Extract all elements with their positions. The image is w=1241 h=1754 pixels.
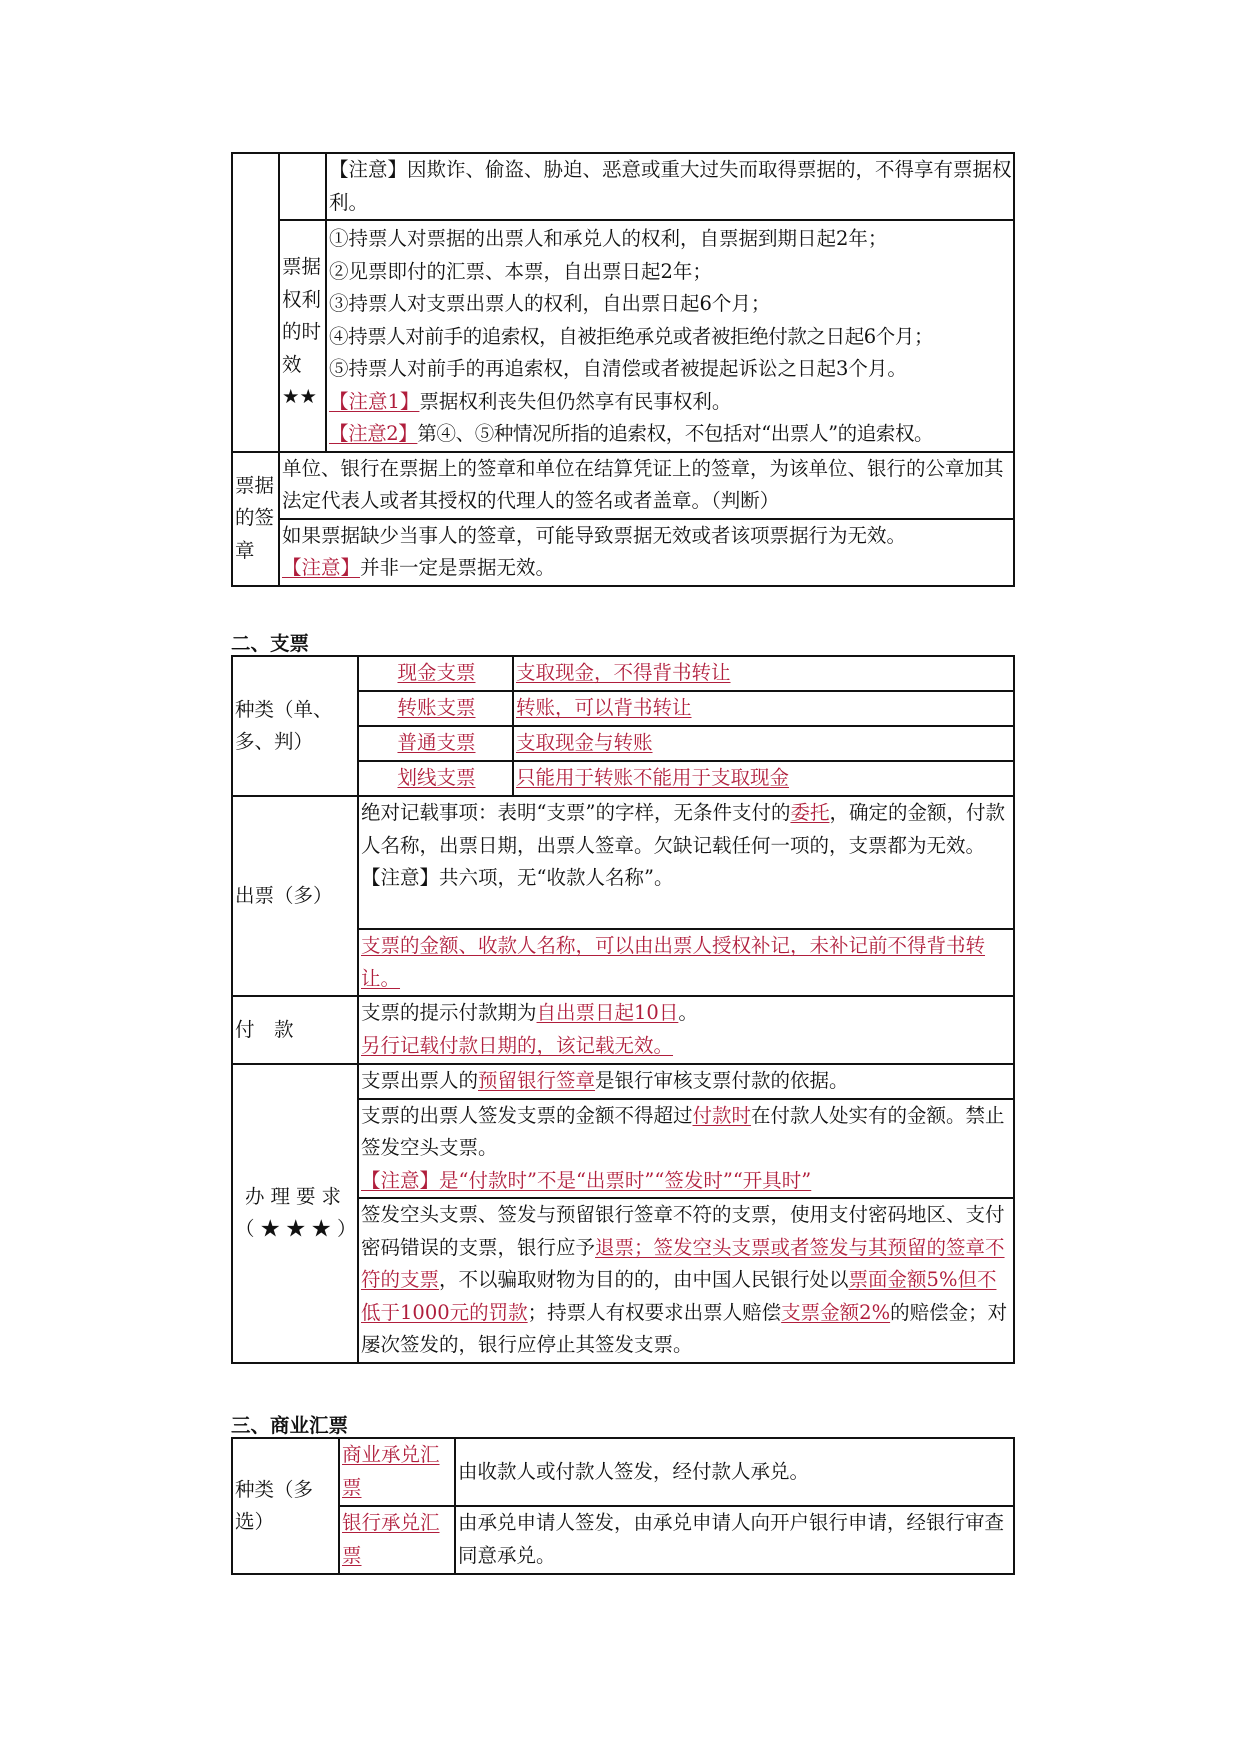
type-desc: 转账，可以背书转让	[513, 691, 1014, 726]
pay-cell: 支票的提示付款期为自出票日起10日。 另行记载付款日期的，该记载无效。	[358, 996, 1014, 1064]
issue-items: 绝对记载事项：表明“支票”的字样，无条件支付的委托，确定的金额，付款人名称，出票日期，出票人签章。欠缺记载任何一项的，支票都为无效。 【注意】共六项，无“收款人名称”。	[358, 796, 1014, 929]
timelimit-item: ④持票人对前手的追索权，自被拒绝承兑或者被拒绝付款之日起6个月；	[329, 324, 934, 348]
type-desc: 只能用于转账不能用于支取现金	[513, 761, 1014, 796]
bill-rights-table	[231, 152, 1015, 587]
note1: 【注意1】票据权利丧失但仍然享有民事权利。	[329, 389, 732, 413]
note2: 【注意2】第④、⑤种情况所指的追索权，不包括对“出票人”的追索权。	[329, 422, 934, 445]
cheque-table	[231, 655, 1015, 1364]
timelimit-item: ②见票即付的汇票、本票，自出票日起2年；	[329, 259, 712, 283]
sign-note-cell: 如果票据缺少当事人的签章，可能导致票据无效或者该项票据行为无效。 【注意】并非一定是票据无效。	[279, 519, 1014, 586]
type-name: 转账支票	[358, 691, 513, 726]
draft-name: 银行承兑汇票	[339, 1506, 455, 1574]
timelimit-cell	[326, 220, 1014, 452]
sign-label: 票据的签章	[232, 452, 279, 586]
blank-cell	[279, 153, 326, 220]
issue-red-note: 支票的金额、收款人名称，可以由出票人授权补记，未补记前不得背书转让。	[358, 929, 1014, 996]
issue-label: 出票（多）	[232, 796, 358, 996]
draft-desc: 由承兑申请人签发，由承兑申请人向开户银行申请，经银行审查同意承兑。	[455, 1506, 1014, 1574]
types-label: 种类（多选）	[232, 1438, 339, 1574]
fraud-note: 【注意】因欺诈、偷盗、胁迫、恶意或重大过失而取得票据的，不得享有票据权利。	[329, 158, 1012, 214]
req-item: 支票出票人的预留银行签章是银行审核支票付款的依据。	[358, 1064, 1014, 1099]
draft-desc: 由收款人或付款人签发，经付款人承兑。	[455, 1438, 1014, 1506]
type-desc: 支取现金与转账	[513, 726, 1014, 761]
types-label: 种类（单、多、判）	[232, 656, 358, 796]
commercial-draft-table	[231, 1437, 1015, 1575]
req-item: 支票的出票人签发支票的金额不得超过付款时在付款人处实有的金额。禁止签发空头支票。 【注意】是“付款时”不是“出票时”“签发时”“开具时”	[358, 1099, 1014, 1199]
draft-name: 商业承兑汇票	[339, 1438, 455, 1506]
timelimit-item: ①持票人对票据的出票人和承兑人的权利，自票据到期日起2年；	[329, 227, 888, 250]
section-heading: 三、商业汇票	[231, 1414, 349, 1437]
req-item: 签发空头支票、签发与预留银行签章不符的支票，使用支付密码地区、支付密码错误的支票，银行应予退票；签发空头支票或者签发与其预留的签章不符的支票，不以骗取财物为目的的，由中国人民银行处以票面金额5%但不低于1000元的罚款；持票人有权要求出票人赔偿支票金额2%的赔偿金；对屡次签发的，银行应停止其签发支票。	[358, 1198, 1014, 1363]
section-heading: 二、支票	[231, 632, 310, 655]
type-desc: 支取现金，不得背书转让	[513, 656, 1014, 691]
timelimit-item: ③持票人对支票出票人的权利，自出票日起6个月；	[329, 292, 771, 315]
blank-cell	[232, 153, 279, 452]
sign-text-cell: 单位、银行在票据上的签章和单位在结算凭证上的签章，为该单位、银行的公章加其法定代表人或者其授权的代理人的签名或者盖章。（判断）	[279, 452, 1014, 519]
timelimit-label: 票据 权利 的时 效 ★★	[279, 220, 326, 452]
type-name: 划线支票	[358, 761, 513, 796]
type-name: 现金支票	[358, 656, 513, 691]
pay-label: 付 款	[232, 996, 358, 1064]
req-label: 办理要求（★★★）	[232, 1064, 358, 1363]
note-cell	[326, 153, 1014, 220]
timelimit-item: ⑤持票人对前手的再追索权，自清偿或者被提起诉讼之日起3个月。	[329, 357, 907, 380]
type-name: 普通支票	[358, 726, 513, 761]
